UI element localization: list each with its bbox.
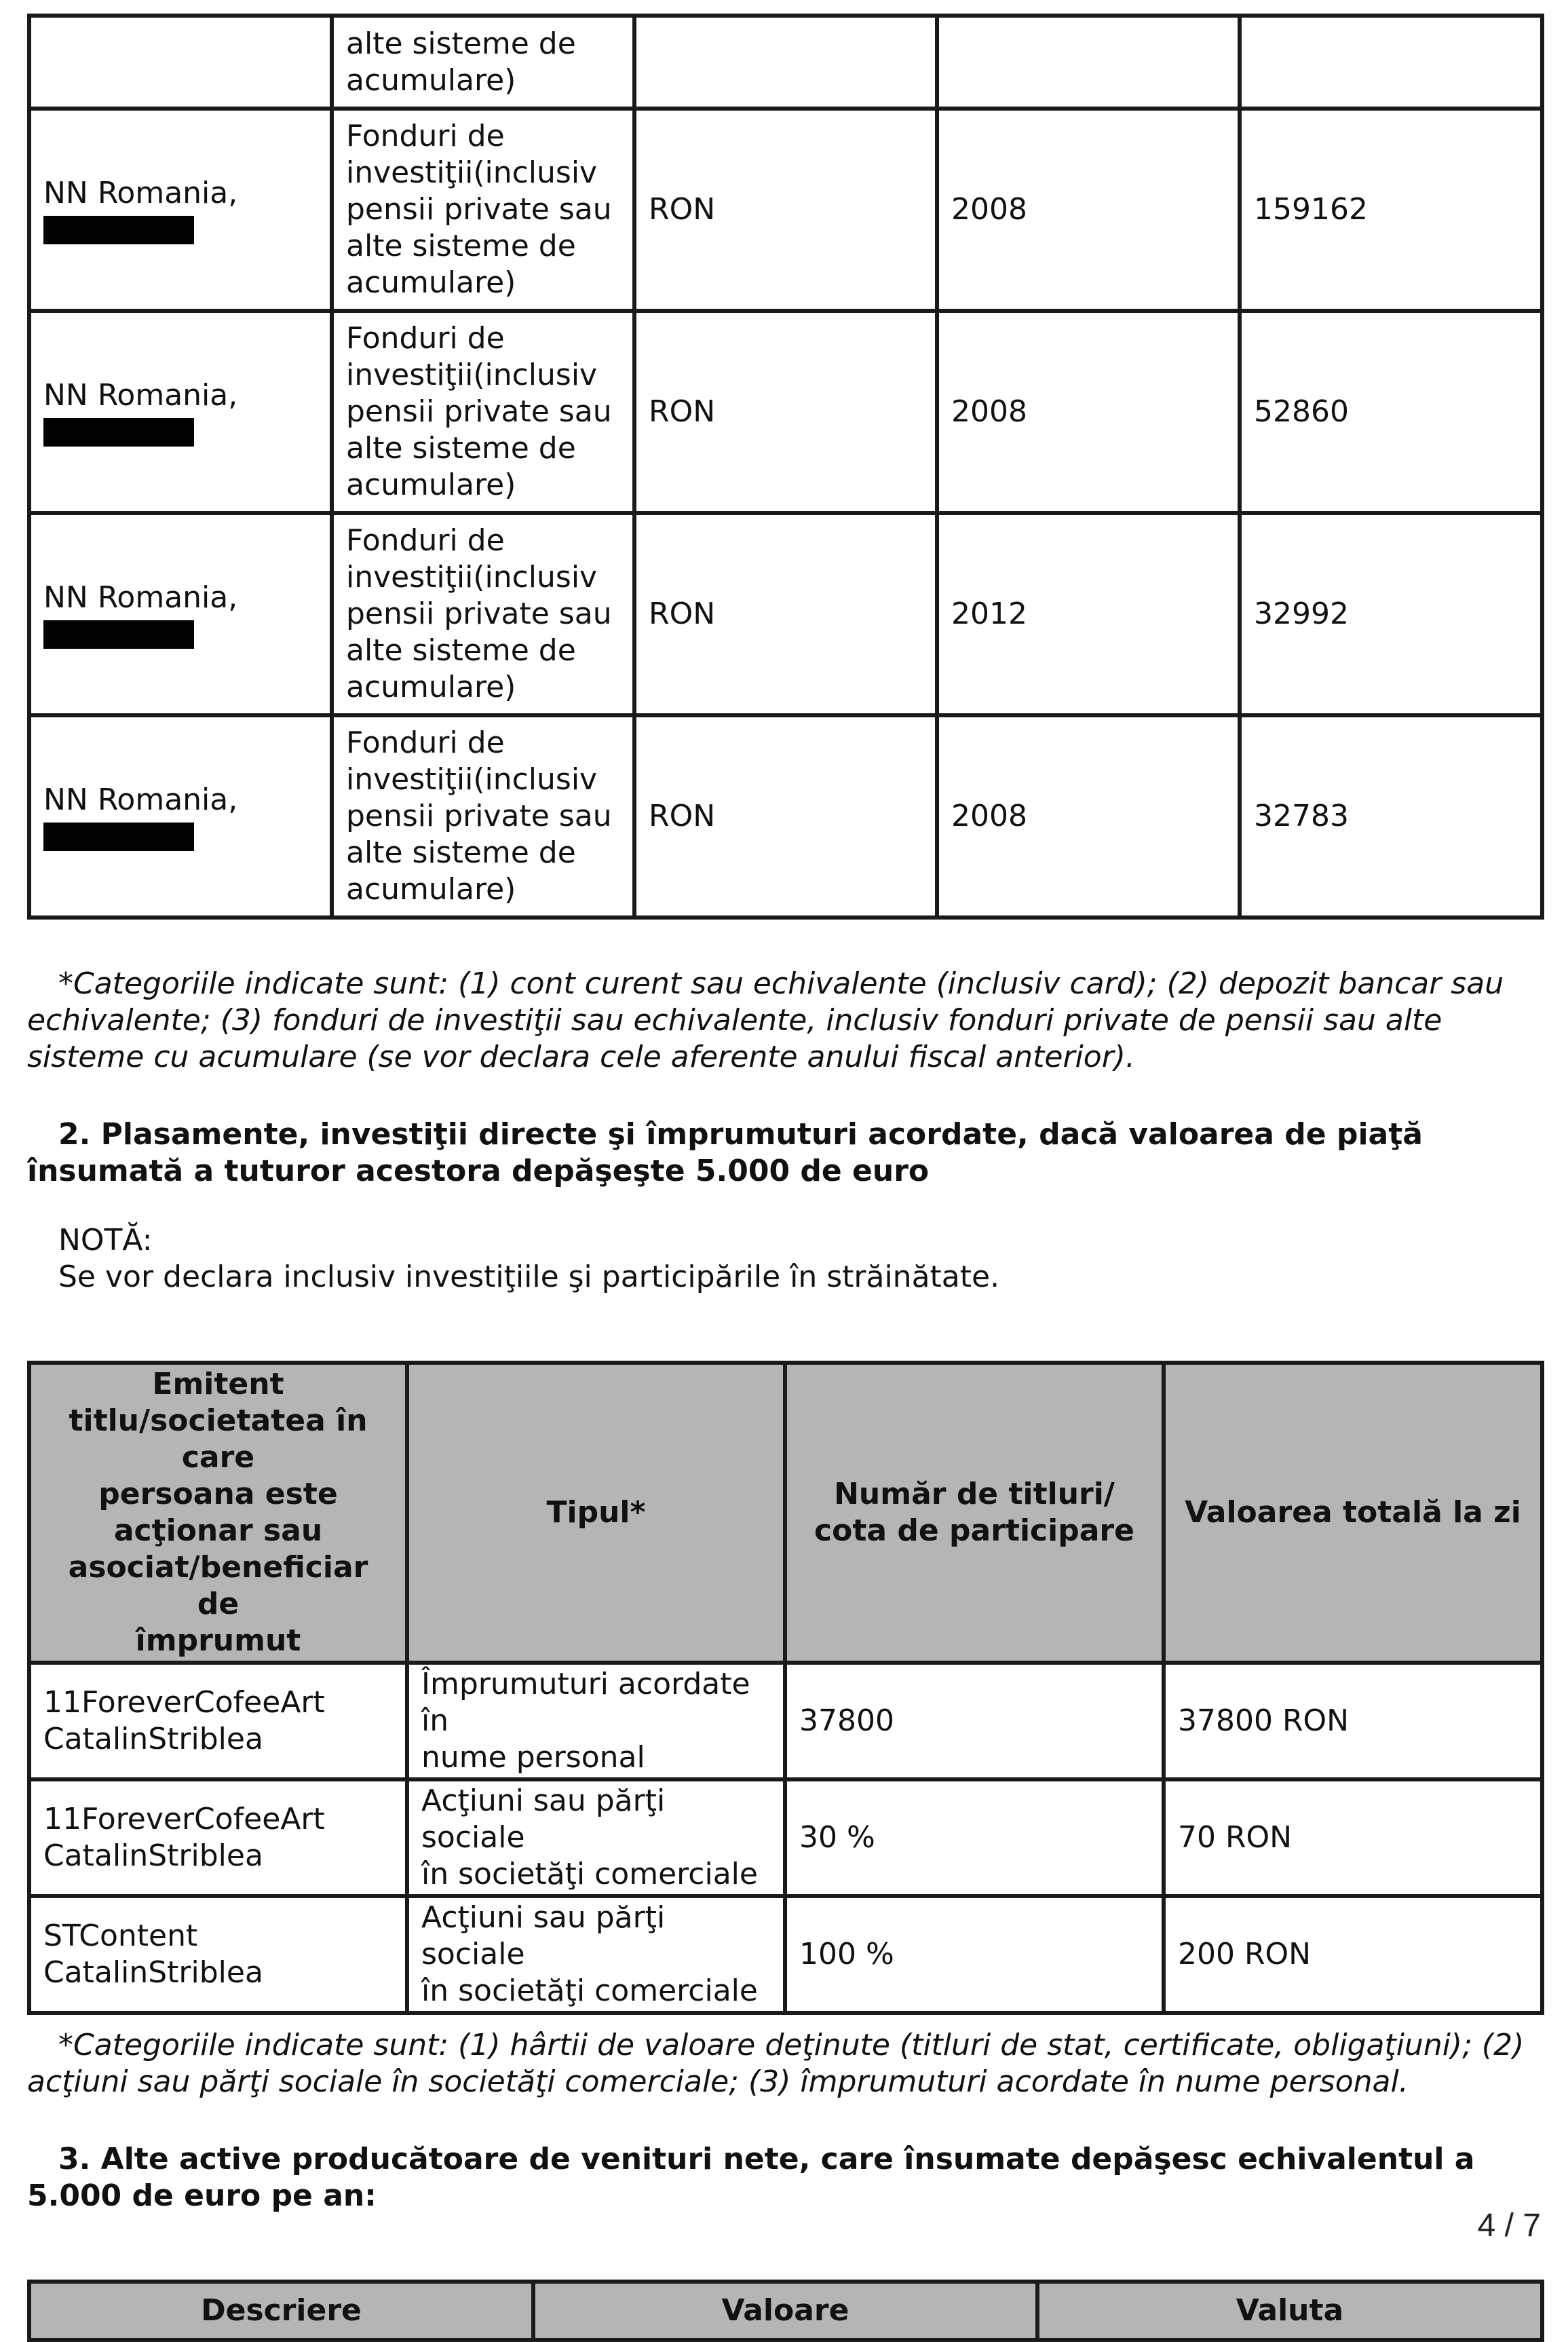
section-title-text: 2. Plasamente, investiţii directe şi împrumuturi acordate, dacă valoarea de piaţă însumată a tuturor acestora depăşeşte 5.000 de euro [27, 1117, 1423, 1188]
value-cell: 159162 [1240, 109, 1542, 311]
institution-name: NN Romania, [43, 378, 238, 413]
year-cell: 2012 [937, 513, 1240, 715]
investments-table [27, 1361, 1544, 2015]
table-header-row [29, 2282, 1542, 2340]
count-cell: 37800 [785, 1663, 1164, 1779]
type-cell: Fonduri de investiţii(inclusiv pensii private sau alte sisteme de acumulare) [332, 513, 634, 715]
table-row [29, 513, 1542, 715]
document-page [27, 14, 1540, 2342]
table-row [29, 311, 1542, 513]
footnote-text: *Categoriile indicate sunt: (1) hârtii de valoare deţinute (titluri de stat, certificate, obligaţiuni); (2) acţiuni sau părţi sociale în societăţi comerciale; (3) împrumuturi acordate în nume personal. [27, 2028, 1525, 2099]
table-row [29, 715, 1542, 918]
type-cell: Fonduri de investiţii(inclusiv pensii private sau alte sisteme de acumulare) [332, 109, 634, 311]
value-cell: 200 RON [1164, 1896, 1542, 2013]
issuer-cell: 11ForeverCofeeArt CatalinStriblea [29, 1663, 407, 1779]
issuer-cell: STContent CatalinStriblea [29, 1896, 407, 2013]
currency-cell: RON [634, 109, 937, 311]
value-cell: 32992 [1240, 513, 1542, 715]
currency-cell: RON [634, 715, 937, 918]
year-cell: 2008 [937, 715, 1240, 918]
count-cell: 100 % [785, 1896, 1164, 2013]
footnote-text: *Categoriile indicate sunt: (1) cont curent sau echivalente (inclusiv card); (2) depozit bancar sau echivalente; (3) fonduri de investiţii sau echivalente, inclusiv fonduri private de pensii sau alte sisteme cu acumulare (se vor declara cele aferente anului fiscal anterior). [27, 966, 1504, 1074]
redaction-bar [43, 823, 194, 851]
section-title-text: 3. Alte active producătoare de venituri nete, care însumate depăşesc echivalentul a 5.000 de euro pe an: [27, 2142, 1475, 2213]
redaction-bar [43, 216, 194, 244]
table-row [29, 16, 1542, 109]
table-row [29, 1663, 1542, 1779]
value-cell: 70 RON [1164, 1779, 1542, 1896]
value-cell: 52860 [1240, 311, 1542, 513]
page-number: 4 / 7 [1477, 2208, 1541, 2244]
issuer-cell: 11ForeverCofeeArt CatalinStriblea [29, 1779, 407, 1896]
institution-name: NN Romania, [43, 176, 238, 210]
institution-cell [29, 311, 332, 513]
value-cell: 32783 [1240, 715, 1542, 918]
column-header-amount: Valoare [533, 2282, 1037, 2340]
type-cell: alte sisteme de acumulare) [332, 16, 634, 109]
table-row [29, 1779, 1542, 1896]
footnote-categories-1 [27, 966, 1540, 1076]
section-3-title [27, 2141, 1540, 2214]
table-header-row [29, 1363, 1542, 1663]
column-header-description: Descriere [29, 2282, 533, 2340]
institution-name: NN Romania, [43, 782, 238, 817]
note-label: NOTĂ: [58, 1223, 153, 1258]
institution-cell [29, 109, 332, 311]
currency-cell: RON [634, 311, 937, 513]
count-cell: 30 % [785, 1779, 1164, 1896]
type-cell: Fonduri de investiţii(inclusiv pensii private sau alte sisteme de acumulare) [332, 715, 634, 918]
type-cell: Acţiuni sau părţi sociale în societăţi comerciale [407, 1779, 785, 1896]
value-cell [1240, 16, 1542, 109]
year-cell: 2008 [937, 109, 1240, 311]
institution-cell [29, 16, 332, 109]
table-row [29, 109, 1542, 311]
type-cell: Fonduri de investiţii(inclusiv pensii private sau alte sisteme de acumulare) [332, 311, 634, 513]
value-cell: 37800 RON [1164, 1663, 1542, 1779]
section-2-title [27, 1116, 1540, 1190]
column-header-count: Număr de titluri/ cota de participare [785, 1363, 1164, 1663]
financial-accounts-table [27, 14, 1544, 920]
redaction-bar [43, 620, 194, 649]
column-header-value: Valoarea totală la zi [1164, 1363, 1542, 1663]
year-cell: 2008 [937, 311, 1240, 513]
column-header-type: Tipul* [407, 1363, 785, 1663]
redaction-bar [43, 418, 194, 447]
year-cell [937, 16, 1240, 109]
institution-cell [29, 513, 332, 715]
other-assets-table [27, 2280, 1544, 2342]
currency-cell: RON [634, 513, 937, 715]
column-header-issuer: Emitent titlu/societatea în care persoana este acţionar sau asociat/beneficiar de împrumut [29, 1363, 407, 1663]
column-header-currency: Valuta [1037, 2282, 1542, 2340]
currency-cell [634, 16, 937, 109]
institution-name: NN Romania, [43, 580, 238, 615]
type-cell: Împrumuturi acordate în nume personal [407, 1663, 785, 1779]
type-cell: Acţiuni sau părţi sociale în societăţi comerciale [407, 1896, 785, 2013]
table-row [29, 1896, 1542, 2013]
footnote-categories-2 [27, 2027, 1540, 2100]
note-text: Se vor declara inclusiv investiţiile şi participările în străinătate. [58, 1260, 1000, 1294]
institution-cell [29, 715, 332, 918]
